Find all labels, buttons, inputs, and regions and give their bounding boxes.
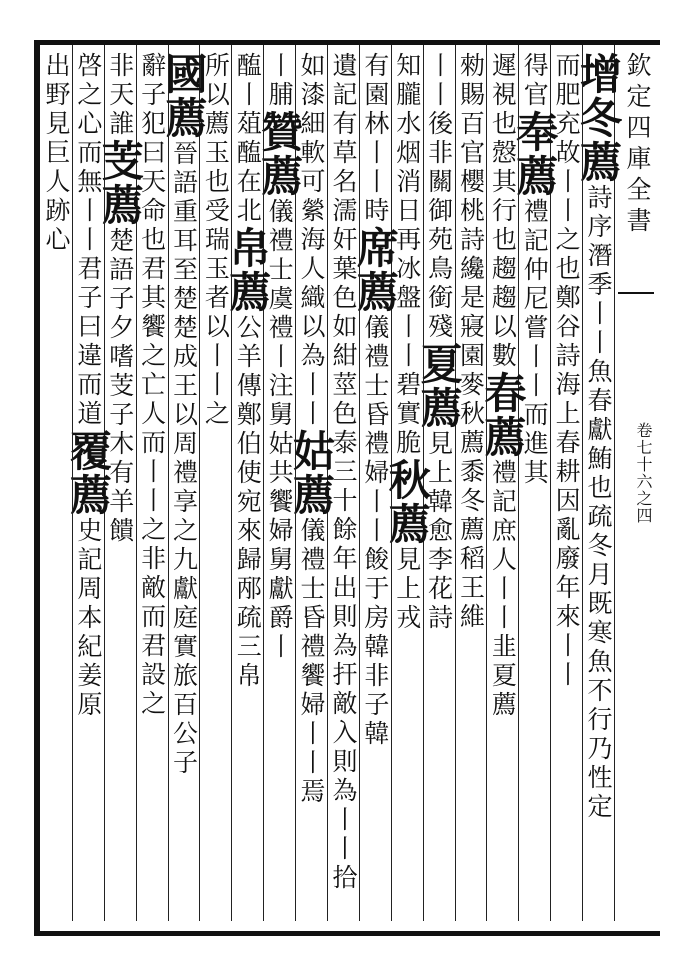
entry-text: 儀禮士昏禮饗婦丨丨焉 (297, 517, 327, 807)
entry-text: 見上戎 (392, 546, 422, 633)
book-title: 欽定四庫全書 (623, 52, 652, 238)
entry-text: 注舅姑共饗婦舅獻爵丨 (265, 372, 295, 662)
entry-text: 楚語子夕嗜芰子木有羊饋 (105, 227, 135, 546)
entry-headword: 帛薦 (223, 226, 273, 314)
entry-text: 視也慤其行也趨趨以數 (488, 81, 518, 371)
entry-text: 儀禮士昏禮婦丨丨餕于房韓非子韓 (360, 314, 390, 749)
entry-text: 而肥充故丨丨之也鄭谷詩海上春耕因亂廢年來丨丨 (552, 52, 582, 690)
entry-text: 禮記庶人丨丨韭夏薦 (488, 459, 518, 720)
entry-text: 勑賜百官櫻桃詩纔是寢園 (456, 52, 486, 371)
entry-text: 丨葅醢在北 (233, 81, 263, 226)
entry-headword: 夏薦 (414, 342, 464, 430)
entry-headword: 春薦 (478, 371, 528, 459)
volume-label: 卷七十六之四 (634, 422, 653, 524)
entry-text: 冰盤丨丨碧實脆 (392, 255, 422, 458)
entry-text: 知朧水烟消日再 (392, 52, 422, 255)
entry-text: 辭子犯曰天命也君其饗之亡人而丨丨之非敵而君設之 (137, 52, 167, 719)
entry-text: 出野見巨人跡心 (41, 52, 71, 255)
entry-headword: 奉薦 (510, 110, 560, 198)
entry-text: 麥秋薦黍冬薦稻王維 (456, 371, 486, 632)
entry-text: 丨丨後非關御苑鳥銜殘 (424, 52, 454, 342)
entry-text: 而無丨丨君子曰違而道 (73, 139, 103, 429)
entry-text: 遲 (488, 52, 518, 81)
entry-text: 遺記有草名濡奸葉色如紺莖色 (328, 52, 358, 429)
entry-text: 史記周本紀姜原 (73, 517, 103, 720)
entry-text: 見上韓愈李花詩 (424, 430, 454, 633)
entry-headword: 席薦 (350, 226, 400, 314)
entry-text: 泰三十餘年出則為扞敵入則為丨丨拾 (328, 429, 358, 893)
entry-headword: 姑薦 (287, 429, 337, 517)
entry-headword: 贊薦 (255, 110, 305, 198)
entry-headword: 覆薦 (63, 429, 113, 517)
entry-text: 得官 (520, 52, 550, 110)
entry-text: 醢 (233, 52, 263, 81)
entry-headword: 增冬薦 (574, 52, 624, 184)
entry-text: 啓之心 (73, 52, 103, 139)
entry-text: 儀禮士虞禮丨 (265, 198, 295, 372)
entry-text: 晉語重耳至楚楚成王以周禮享之九獻庭實旅百公子 (169, 140, 199, 778)
entry-headword: 國薦 (159, 52, 209, 140)
entry-text: 有園林丨丨時 (360, 52, 390, 226)
entry-text: 如漆細軟可縈海人織以為丨丨 (297, 52, 327, 429)
entry-text: 詩序潛季丨丨魚春獻鮪也疏冬月既寒魚不行乃性定 (584, 184, 614, 822)
entry-text: 丨脯 (265, 52, 295, 110)
entry-headword: 芰薦 (95, 139, 145, 227)
entry-text: 所以薦玉也受瑞玉者以丨丨之 (201, 52, 231, 429)
entry-text: 非天誰 (105, 52, 135, 139)
entry-text: 禮記仲尼嘗丨丨而進其 (520, 198, 550, 488)
entry-headword: 秋薦 (382, 458, 432, 546)
text-column (36, 52, 76, 917)
entry-text: 公羊傳鄭伯使宛來歸邴疏三帛 (233, 314, 263, 691)
